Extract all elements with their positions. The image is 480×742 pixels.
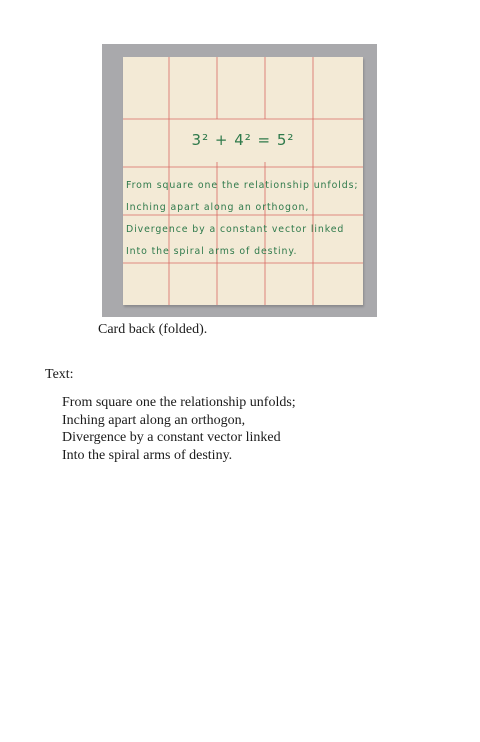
card-poem-line: Into the spiral arms of destiny. [126,246,298,257]
card-poem-line: Divergence by a constant vector linked [126,224,345,235]
folded-card [123,57,363,305]
card-poem-line: From square one the relationship unfolds; [126,180,359,191]
card-poem-line: Inching apart along an orthogon, [126,202,310,213]
figure-caption: Card back (folded). [98,322,208,337]
card-photo [102,44,377,317]
poem-line: From square one the relationship unfolds; [62,395,296,410]
poem-line: Inching apart along an orthogon, [62,412,246,428]
poem-line: Divergence by a constant vector linked [62,430,281,445]
poem-line: Into the spiral arms of destiny. [62,447,233,463]
pythagorean-equation: 3² + 4² = 5² [191,131,295,149]
poem-text [62,394,296,464]
text-heading: Text: [45,367,74,382]
